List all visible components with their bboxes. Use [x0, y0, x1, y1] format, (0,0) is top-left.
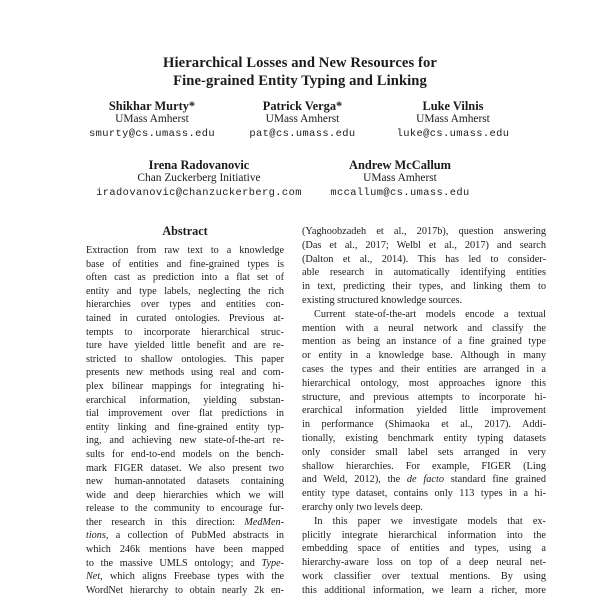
- text-line: plex bilinear mappings for integrating hi-: [86, 380, 284, 392]
- text-line: In this paper we investigate models that ex-: [314, 515, 546, 527]
- text-line: release to the community to encourage fur-: [86, 503, 284, 515]
- text-line: (Yaghoobzadeh et al., 2017b), question answering: [302, 226, 546, 237]
- text-line: tempts to incorporate hierarchical struc-: [86, 326, 284, 338]
- text-line: hierarchical ontology, most approaches ignore this: [302, 377, 546, 389]
- text-line: tained in curated ontologies. Previous at-: [86, 312, 284, 324]
- text-line: ture have yielded little benefit and are re-: [86, 340, 284, 352]
- author-name: Luke Vilnis: [422, 99, 484, 113]
- text-line: (Das et al., 2017; Welbl et al., 2017) and search: [302, 239, 546, 251]
- text-line: in performance (Shimaoka et al., 2017). Addi-: [302, 419, 546, 431]
- text-line: new human-annotated datasets containing: [86, 476, 284, 488]
- author-affiliation: UMass Amherst: [363, 172, 437, 184]
- abstract-heading: Abstract: [162, 224, 208, 238]
- text-line: plicitly integrate hierarchical information into the: [302, 529, 546, 541]
- text-line: embedding space of entities and types, using a: [302, 543, 546, 555]
- text-line: tionally, existing benchmark entity typing datasets: [302, 432, 546, 444]
- text-line: entity and type labels, neglecting the rich: [86, 285, 284, 297]
- text-line: erarchy only two levels deep.: [302, 501, 423, 513]
- authors-row-2: [88, 158, 480, 200]
- author-block-mccallum: [320, 158, 480, 200]
- text-line: (Dalton et al., 2014). This has led to consider-: [302, 253, 546, 265]
- text-line: only consider small label sets arranged in very: [302, 446, 546, 458]
- text-line: hierarchies over types and entities con-: [86, 299, 284, 311]
- text-line: base of entities and fine-grained types is: [86, 258, 284, 270]
- text-line: mention as being an instance of a fine grained type: [302, 336, 546, 348]
- text-line: cases the types and their entities are arranged in a: [302, 363, 546, 375]
- text-line: sults for end-to-end models on the bench-: [86, 448, 284, 460]
- text-line: Extraction from raw text to a knowledge: [86, 245, 284, 256]
- text-line: tial improvement over flat predictions in: [86, 408, 284, 420]
- author-name: Shikhar Murty*: [108, 99, 196, 113]
- text-line: shallow hierarchies. For example, FIGER (Ling: [302, 460, 546, 472]
- text-line: existing structured knowledge sources.: [302, 294, 463, 306]
- abstract-text: [86, 244, 284, 597]
- author-email: luke@cs.umass.edu: [396, 127, 510, 140]
- text-line: tions, a collection of PubMed abstracts in: [86, 530, 284, 542]
- text-line: stricted to shallow ontologies. This paper: [86, 353, 284, 365]
- author-email: mccallum@cs.umass.edu: [330, 186, 470, 199]
- author-email: iradovanovic@chanzuckerberg.com: [96, 186, 302, 199]
- author-email: smurty@cs.umass.edu: [88, 127, 216, 140]
- text-line: ing, and achieving new state-of-the-art re-: [86, 435, 284, 447]
- text-line: ther research in this direction: MedMen-: [86, 516, 284, 528]
- author-affiliation: UMass Amherst: [265, 113, 340, 125]
- text-line: hierarchy-aware loss on top of a deep neural net-: [302, 557, 546, 569]
- text-line: wide and deep hierarchies which we will: [86, 489, 284, 501]
- text-line: and Weld, 2012), the de facto standard fine grained: [302, 474, 546, 486]
- text-line: WordNet hierarchy to obtain nearly 2k en-: [86, 584, 284, 596]
- introduction-column-text: [302, 225, 546, 598]
- text-line: mark FIGER dataset. We also present two: [86, 462, 284, 474]
- author-name: Andrew McCallum: [349, 158, 451, 172]
- text-line: work classifier over textual mentions. By using: [302, 570, 546, 582]
- author-affiliation: UMass Amherst: [115, 113, 189, 125]
- author-name: Patrick Verga*: [262, 99, 343, 113]
- author-email: pat@cs.umass.edu: [249, 127, 356, 140]
- text-line: able research in automatically identifying entities: [302, 267, 546, 279]
- text-line: presents new methods using real and com-: [86, 367, 284, 379]
- author-block-vilnis: [378, 99, 528, 141]
- text-line: entity type dataset, contains only 113 types in a hi-: [302, 488, 546, 500]
- title-line-2: Fine-grained Entity Typing and Linking: [173, 73, 427, 89]
- text-line: or entity in a knowledge base. Although in many: [302, 350, 546, 362]
- text-line: which 246k mentions have been mapped: [86, 544, 284, 556]
- author-block-radovanovic: [88, 158, 310, 200]
- text-line: often cast as prediction into a flat set of: [86, 272, 284, 284]
- text-line: structure, and previous attempts to incorporate hi-: [302, 391, 546, 403]
- text-line: Net, which aligns Freebase types with the: [86, 571, 284, 583]
- paper-title: [0, 54, 600, 90]
- author-affiliation: UMass Amherst: [416, 113, 490, 125]
- author-block-murty: [77, 99, 227, 141]
- author-name: Irena Radovanovic: [148, 158, 250, 172]
- text-line: Current state-of-the-art models encode a textual: [314, 308, 546, 320]
- author-block-verga: [228, 99, 378, 141]
- text-line: to the massive UMLS ontology; and Type-: [86, 557, 284, 569]
- title-line-1: Hierarchical Losses and New Resources for: [163, 55, 437, 71]
- text-line: mention with a neural network and classify the: [302, 322, 546, 334]
- authors-row-1: [77, 99, 528, 141]
- text-line: entity linking and fine-grained entity typ-: [86, 421, 284, 433]
- author-affiliation: Chan Zuckerberg Initiative: [137, 172, 261, 184]
- text-line: erarchical information yielded little improvement: [302, 405, 546, 417]
- text-line: in text, predicting their types, and linking them to: [302, 281, 546, 293]
- text-line: this additional information, we learn a richer, more: [302, 584, 546, 596]
- text-line: erarchical information, yielding substan-: [86, 394, 284, 406]
